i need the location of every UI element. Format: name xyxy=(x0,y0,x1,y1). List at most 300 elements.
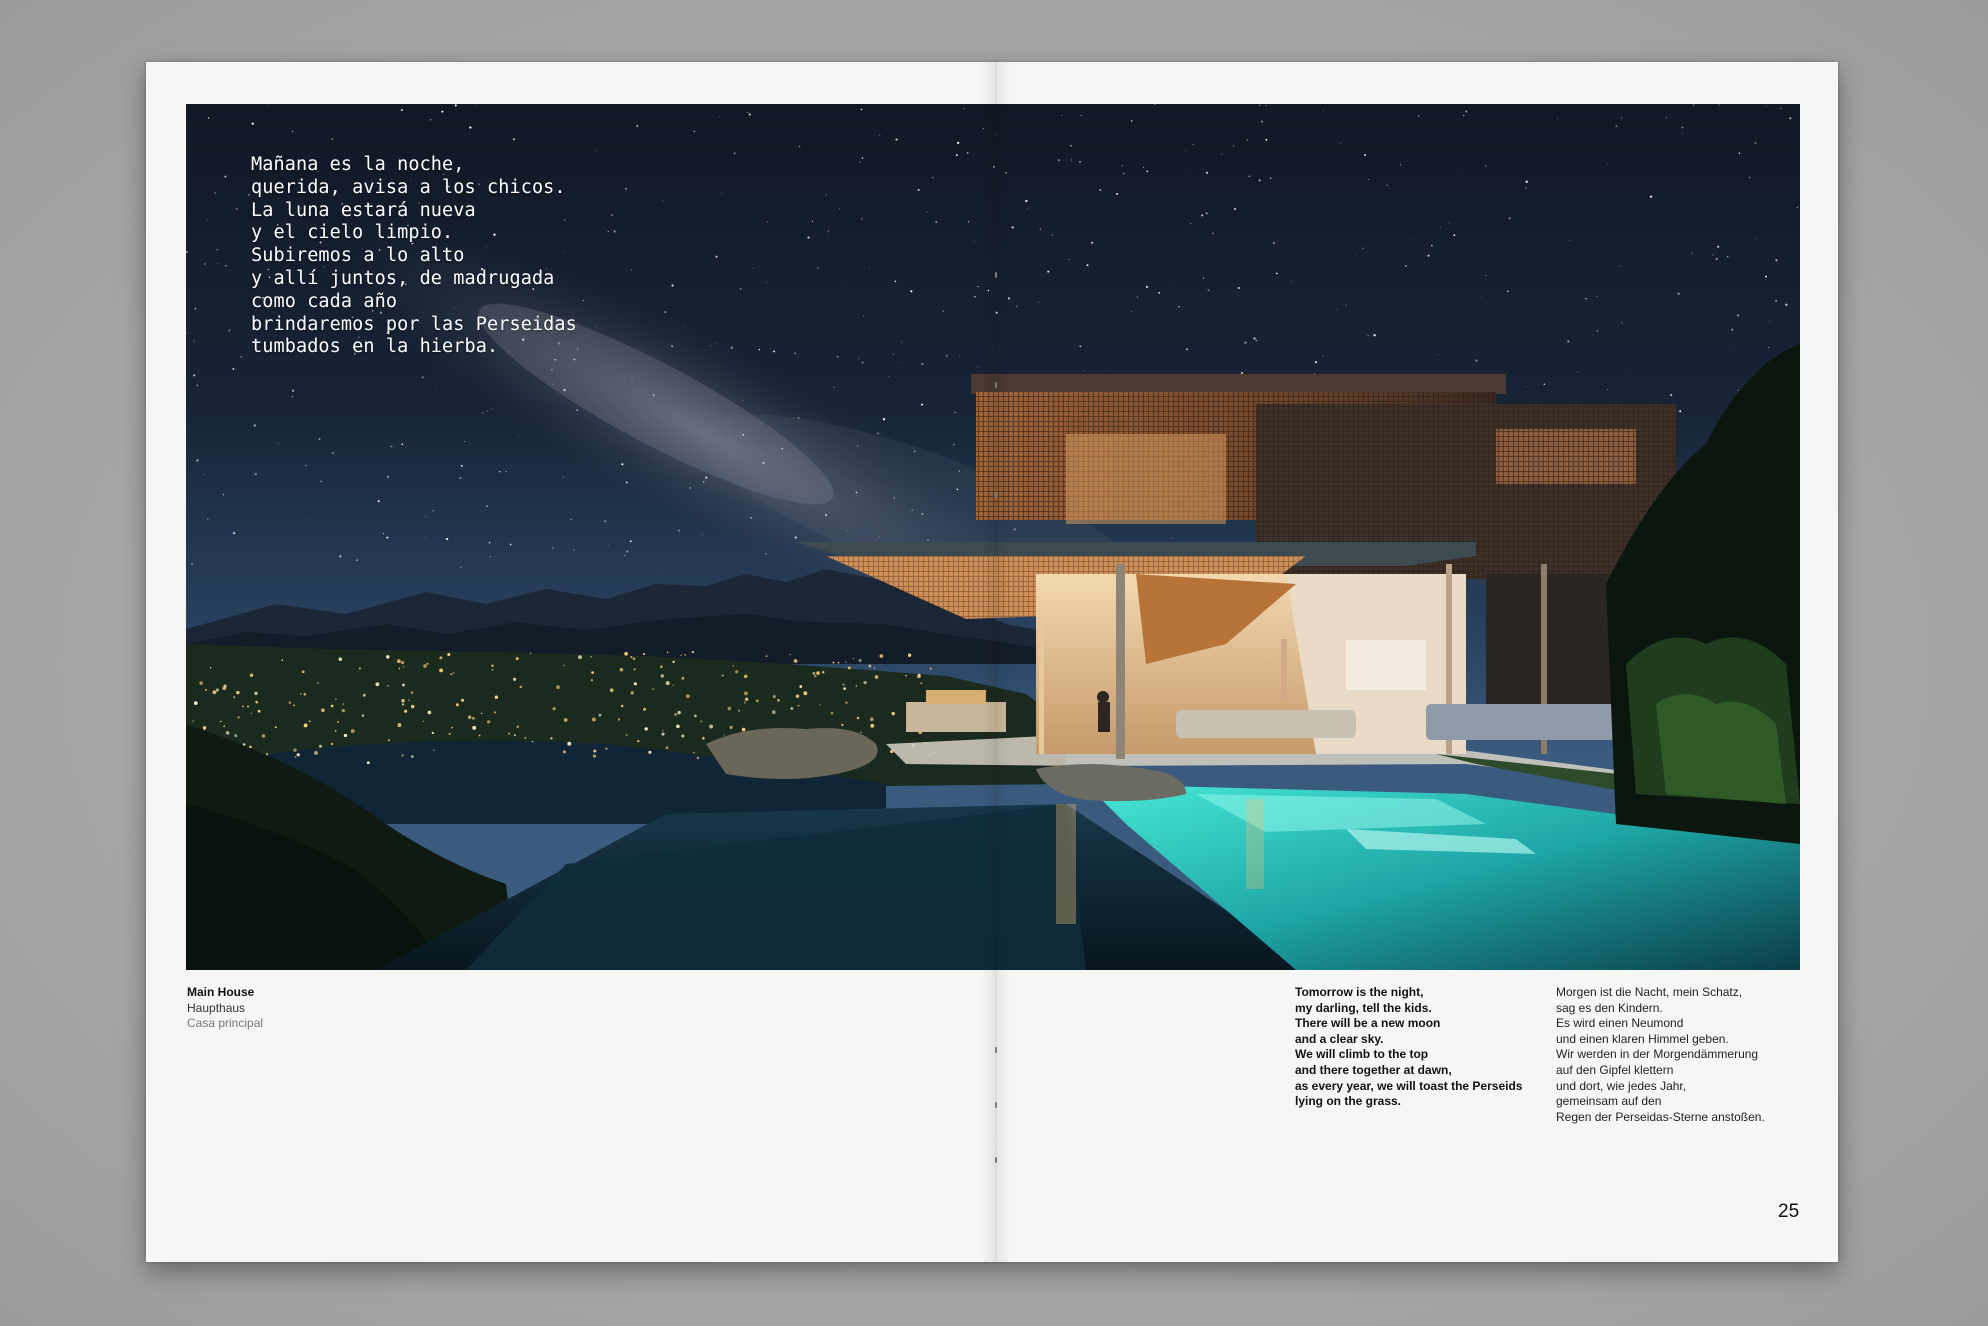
star xyxy=(715,256,717,258)
town-light xyxy=(620,668,624,672)
town-light xyxy=(593,750,596,753)
star xyxy=(834,387,835,388)
star xyxy=(1143,167,1144,168)
star xyxy=(356,559,358,561)
town-light xyxy=(514,734,516,736)
town-light xyxy=(242,705,244,707)
town-light xyxy=(842,684,844,686)
star xyxy=(1681,133,1682,134)
town-light xyxy=(516,657,519,660)
star xyxy=(631,269,632,270)
star xyxy=(918,189,920,191)
town-light xyxy=(702,737,705,740)
town-light xyxy=(672,661,674,663)
staple-stitch xyxy=(995,1102,997,1108)
star xyxy=(807,237,809,239)
star xyxy=(1259,105,1260,106)
star xyxy=(995,134,996,135)
star xyxy=(1171,537,1172,538)
town-light xyxy=(920,682,922,684)
star xyxy=(320,481,321,482)
town-light xyxy=(520,686,523,689)
star xyxy=(767,282,768,283)
star xyxy=(1621,322,1622,323)
town-light xyxy=(236,691,239,694)
town-light xyxy=(777,699,780,702)
town-light xyxy=(262,734,265,737)
town-light xyxy=(398,668,400,670)
staple-stitch xyxy=(995,1047,997,1053)
star xyxy=(1087,264,1089,266)
town-light xyxy=(344,734,347,737)
star xyxy=(731,347,733,349)
town-light xyxy=(643,653,645,655)
star xyxy=(1629,371,1630,372)
town-light xyxy=(684,654,686,656)
town-light xyxy=(564,718,568,722)
star xyxy=(1290,281,1291,282)
star xyxy=(993,166,995,168)
star xyxy=(946,355,948,357)
caption-german: Haupthaus xyxy=(187,1000,246,1015)
town-light xyxy=(220,720,222,722)
town-light xyxy=(495,695,498,698)
star xyxy=(895,281,897,283)
star xyxy=(955,412,957,414)
star xyxy=(1273,242,1275,244)
star xyxy=(1749,177,1751,179)
star xyxy=(795,537,797,539)
star xyxy=(217,263,218,264)
town-light xyxy=(838,662,840,664)
star xyxy=(1025,200,1027,202)
star xyxy=(1084,370,1085,371)
town-light xyxy=(210,667,211,668)
star xyxy=(193,340,194,341)
star xyxy=(1061,115,1062,116)
star xyxy=(305,465,307,467)
town-light xyxy=(744,691,748,695)
star xyxy=(1238,287,1240,289)
star xyxy=(510,544,512,546)
star xyxy=(861,218,862,219)
star xyxy=(1475,359,1477,361)
town-light xyxy=(798,705,800,707)
town-light xyxy=(822,671,824,673)
town-light xyxy=(621,705,624,708)
star xyxy=(195,308,197,310)
star xyxy=(1619,265,1620,266)
town-light xyxy=(331,705,334,708)
star xyxy=(1755,258,1756,259)
star xyxy=(499,471,501,473)
town-light xyxy=(401,699,404,702)
star xyxy=(401,443,403,445)
town-light xyxy=(401,754,403,756)
town-light xyxy=(645,727,648,730)
star xyxy=(332,452,334,454)
star xyxy=(856,491,858,493)
town-light xyxy=(853,658,854,659)
star xyxy=(1428,255,1430,257)
star xyxy=(310,518,311,519)
town-light xyxy=(317,682,318,683)
star xyxy=(1526,181,1528,183)
star xyxy=(665,311,667,313)
star xyxy=(436,385,437,386)
star xyxy=(186,251,188,253)
star xyxy=(1146,170,1148,172)
star xyxy=(1234,208,1236,210)
town-light xyxy=(447,653,450,656)
star xyxy=(1431,245,1433,247)
town-light xyxy=(831,712,834,715)
star xyxy=(1737,314,1739,316)
town-light xyxy=(662,730,664,732)
star xyxy=(1616,125,1618,127)
star xyxy=(1012,226,1014,228)
star xyxy=(1186,348,1188,350)
town-light xyxy=(618,718,620,720)
town-light xyxy=(667,652,669,654)
star xyxy=(685,325,686,326)
town-light xyxy=(870,717,874,721)
star xyxy=(1091,242,1093,244)
star xyxy=(232,368,234,370)
star xyxy=(1206,212,1208,214)
town-light xyxy=(631,691,634,694)
star xyxy=(624,555,625,556)
caption-spanish: Casa principal xyxy=(187,1016,264,1030)
star xyxy=(877,432,879,434)
star xyxy=(1567,340,1569,342)
star xyxy=(1266,139,1268,141)
town-light xyxy=(304,723,308,727)
star xyxy=(586,331,587,332)
town-light xyxy=(833,662,835,664)
town-light xyxy=(694,715,697,718)
star xyxy=(1323,356,1324,357)
town-light xyxy=(591,671,594,674)
star xyxy=(703,481,705,483)
star xyxy=(663,200,664,201)
town-light xyxy=(402,703,404,705)
star xyxy=(292,390,294,392)
star xyxy=(825,514,827,516)
star xyxy=(518,437,519,438)
town-light xyxy=(300,693,301,694)
town-light xyxy=(321,708,325,712)
star xyxy=(255,473,257,475)
star xyxy=(223,494,224,495)
town-light xyxy=(869,665,872,668)
star xyxy=(743,434,745,436)
night-villa-photo xyxy=(186,104,1800,970)
magazine-spread xyxy=(146,62,1838,1262)
town-light xyxy=(468,715,472,719)
star xyxy=(740,288,742,290)
town-light xyxy=(275,726,277,728)
town-light xyxy=(856,685,857,686)
star xyxy=(386,537,388,539)
star xyxy=(862,362,864,364)
star xyxy=(1253,337,1255,339)
town-light xyxy=(859,659,862,662)
star xyxy=(817,267,818,268)
star xyxy=(630,540,632,542)
star xyxy=(1261,121,1263,123)
town-light xyxy=(634,668,636,670)
town-light xyxy=(216,689,219,692)
town-light xyxy=(472,717,475,720)
star xyxy=(383,533,384,534)
star xyxy=(1557,118,1558,119)
star xyxy=(636,125,638,127)
star xyxy=(487,410,488,411)
star xyxy=(996,312,998,314)
star xyxy=(1131,120,1133,122)
star xyxy=(1122,165,1123,166)
star xyxy=(1158,292,1160,294)
town-light xyxy=(556,685,560,689)
caption-english: Main House xyxy=(187,985,255,999)
star xyxy=(1079,345,1081,347)
star xyxy=(1137,297,1138,298)
star xyxy=(552,384,553,385)
star xyxy=(715,344,716,345)
star xyxy=(863,315,864,316)
town-light xyxy=(251,713,252,714)
star xyxy=(216,249,218,251)
star xyxy=(1691,252,1692,253)
town-light xyxy=(929,667,931,669)
town-light xyxy=(724,734,725,735)
star xyxy=(1368,179,1369,180)
town-light xyxy=(845,701,847,703)
town-light xyxy=(857,717,860,720)
town-light xyxy=(563,664,565,666)
town-light xyxy=(294,756,296,758)
star xyxy=(225,265,227,267)
star xyxy=(702,534,703,535)
town-light xyxy=(917,675,921,679)
star xyxy=(798,417,800,419)
star xyxy=(883,418,885,420)
star xyxy=(765,553,766,554)
star xyxy=(901,362,902,363)
star xyxy=(1585,298,1586,299)
town-light xyxy=(874,667,875,668)
star xyxy=(461,465,463,467)
star xyxy=(1203,278,1204,279)
star xyxy=(825,194,826,195)
town-light xyxy=(319,745,322,748)
town-light xyxy=(660,665,663,668)
star xyxy=(611,214,613,216)
star xyxy=(475,105,476,106)
town-light xyxy=(643,708,646,711)
poem-german: Morgen ist die Nacht, mein Schatz, sag es den Kindern. Es wird einen Neumond und einen klaren Himmel geben. Wir werden in der Morgendämmerung auf den Gipfel klettern und dort, wie jedes Jahr, gemeinsam auf den Regen der Perseidas-Sterne anstoßen. xyxy=(1556,985,1765,1124)
town-light xyxy=(841,724,843,726)
town-light xyxy=(799,685,802,688)
star xyxy=(616,553,617,554)
town-light xyxy=(402,684,405,687)
town-light xyxy=(411,755,414,758)
star xyxy=(1246,139,1248,141)
town-light xyxy=(722,675,724,677)
town-light xyxy=(397,659,401,663)
town-light xyxy=(367,761,370,764)
town-light xyxy=(744,675,748,679)
town-light xyxy=(508,732,510,734)
town-light xyxy=(304,693,307,696)
star xyxy=(1755,142,1757,144)
town-light xyxy=(648,751,651,754)
star xyxy=(1597,296,1598,297)
town-light xyxy=(432,732,434,734)
star xyxy=(926,212,927,213)
town-light xyxy=(481,713,483,715)
star xyxy=(689,487,690,488)
town-light xyxy=(891,712,895,716)
town-light xyxy=(223,725,225,727)
town-light xyxy=(652,688,654,690)
star xyxy=(743,400,744,401)
star xyxy=(956,154,958,156)
star xyxy=(1597,330,1599,332)
star xyxy=(671,284,673,286)
town-light xyxy=(472,726,476,730)
town-light xyxy=(426,663,428,665)
town-light xyxy=(297,753,300,756)
star xyxy=(208,117,209,118)
town-light xyxy=(626,734,628,736)
star xyxy=(551,369,553,371)
star xyxy=(912,509,913,510)
star xyxy=(626,550,628,552)
town-light xyxy=(234,734,237,737)
town-light xyxy=(766,655,768,657)
star xyxy=(1789,117,1791,119)
town-light xyxy=(439,656,442,659)
star xyxy=(879,536,880,537)
star xyxy=(604,520,606,522)
star xyxy=(1755,238,1756,239)
town-light xyxy=(697,757,700,760)
town-light xyxy=(905,675,907,677)
star xyxy=(1259,179,1261,181)
star xyxy=(935,221,937,223)
star xyxy=(460,477,462,479)
star xyxy=(859,162,860,163)
town-light xyxy=(335,730,337,732)
star xyxy=(1766,106,1767,107)
star xyxy=(422,376,424,378)
star xyxy=(1525,187,1526,188)
star xyxy=(1418,115,1419,116)
star xyxy=(1607,164,1608,165)
star xyxy=(922,513,924,515)
town-light xyxy=(686,694,690,698)
star xyxy=(430,119,431,120)
star xyxy=(943,311,944,312)
town-light xyxy=(302,671,305,674)
star xyxy=(749,113,751,115)
star xyxy=(1241,372,1243,374)
star xyxy=(967,152,968,153)
star xyxy=(1276,273,1278,275)
star xyxy=(914,451,915,452)
star xyxy=(1463,115,1464,116)
star xyxy=(193,374,195,376)
star xyxy=(693,130,695,132)
star xyxy=(794,352,796,354)
star xyxy=(1449,223,1450,224)
star xyxy=(248,194,250,196)
town-light xyxy=(530,653,531,654)
star xyxy=(1481,297,1482,298)
star xyxy=(626,481,628,483)
star xyxy=(857,445,858,446)
town-light xyxy=(624,652,628,656)
star xyxy=(799,146,801,148)
town-light xyxy=(331,743,333,745)
town-light xyxy=(843,687,846,690)
town-light xyxy=(553,707,556,710)
star xyxy=(214,192,216,194)
star xyxy=(1079,161,1081,163)
star xyxy=(460,567,461,568)
star xyxy=(464,441,465,442)
town-light xyxy=(610,688,614,692)
star xyxy=(1323,110,1324,111)
town-light xyxy=(796,695,799,698)
town-light xyxy=(660,674,664,678)
town-light xyxy=(339,657,343,661)
star xyxy=(267,105,268,106)
star xyxy=(763,462,765,464)
star xyxy=(1666,117,1667,118)
star xyxy=(228,329,230,331)
star xyxy=(889,376,890,377)
star xyxy=(750,517,752,519)
star xyxy=(1739,153,1740,154)
star xyxy=(1190,223,1191,224)
star xyxy=(1040,228,1041,229)
star xyxy=(1544,383,1545,384)
star xyxy=(1244,342,1246,344)
star xyxy=(390,445,392,447)
star xyxy=(1453,234,1455,236)
star xyxy=(1070,145,1072,147)
star xyxy=(197,195,198,196)
star xyxy=(893,354,894,355)
star xyxy=(1016,306,1018,308)
town-light xyxy=(790,707,793,710)
town-light xyxy=(194,701,198,705)
star xyxy=(204,263,206,265)
star xyxy=(1727,256,1728,257)
star xyxy=(292,131,293,132)
star xyxy=(252,122,254,124)
star xyxy=(1192,144,1193,145)
star xyxy=(482,473,483,474)
star xyxy=(1364,154,1366,156)
star xyxy=(1507,290,1509,292)
town-light xyxy=(593,755,596,758)
town-light xyxy=(411,705,414,708)
star xyxy=(1256,340,1258,342)
